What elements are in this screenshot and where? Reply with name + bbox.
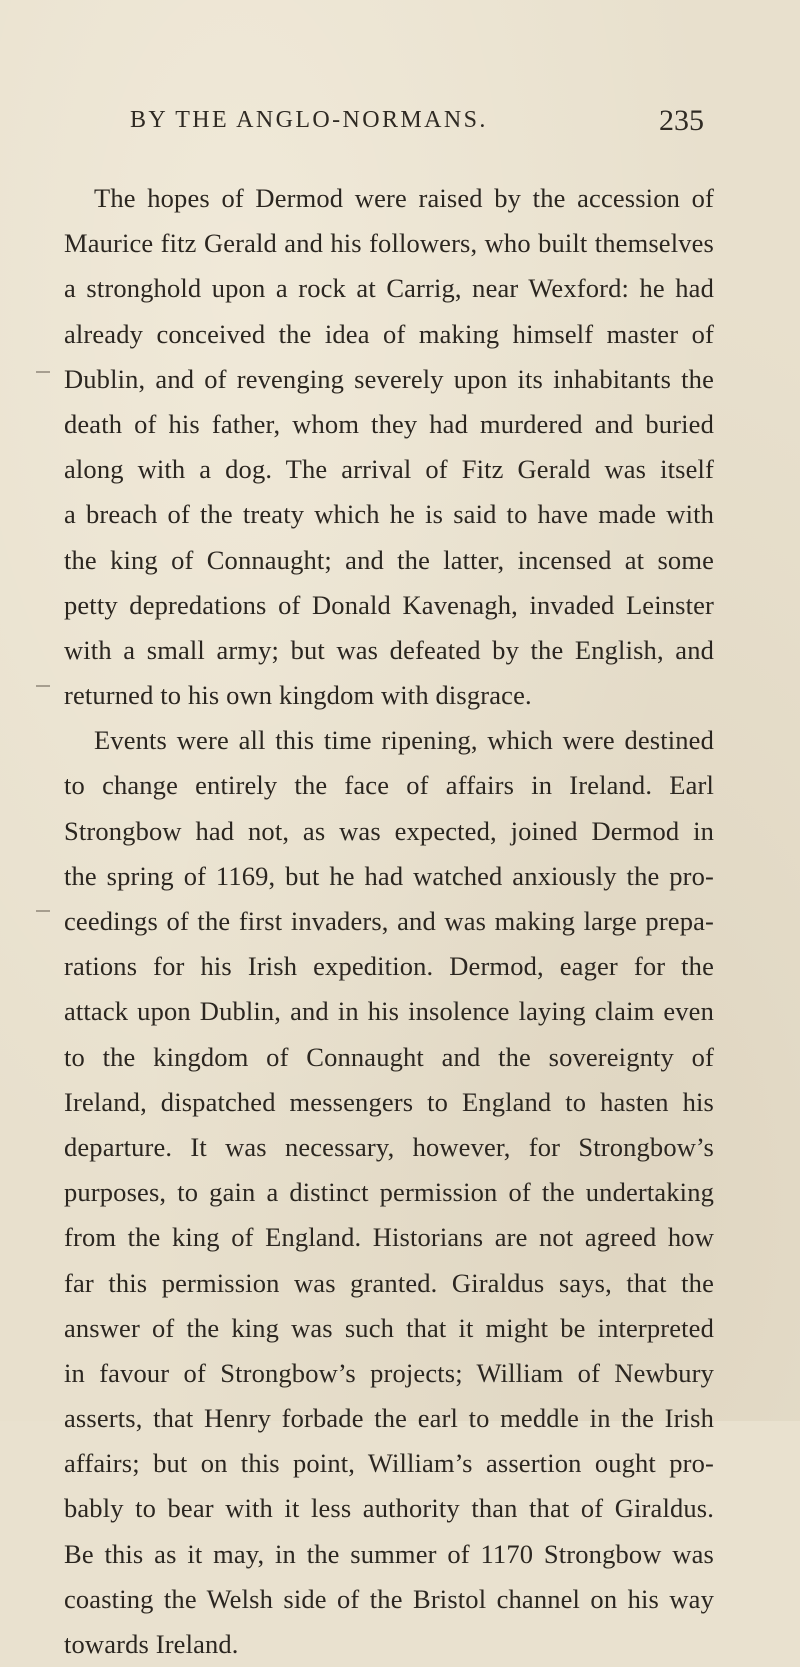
text-line: the king of Connaught; and the latter, incensed at some <box>64 544 714 575</box>
text-line: attack upon Dublin, and in his insolence laying claim even <box>64 996 714 1027</box>
text-line: petty depredations of Donald Kavenagh, invaded Leinster <box>64 589 714 620</box>
margin-mark <box>36 371 50 373</box>
text-line: Strongbow had not, as was expected, joined Dermod in <box>64 815 714 846</box>
text-line: coasting the Welsh side of the Bristol channel on his way <box>64 1583 714 1614</box>
text-line: departure. It was necessary, however, for Strongbow’s <box>64 1131 714 1162</box>
paragraph-1 <box>64 176 714 718</box>
text-line: Ireland, dispatched messengers to England to hasten his <box>64 1086 714 1117</box>
text-line: towards Ireland. <box>64 1629 239 1659</box>
text-line: a stronghold upon a rock at Carrig, near Wexford: he had <box>64 273 714 304</box>
running-head: BY THE ANGLO-NORMANS. <box>130 107 488 133</box>
text-line: along with a dog. The arrival of Fitz Gerald was itself <box>64 454 714 485</box>
text-line: The hopes of Dermod were raised by the accession of <box>94 183 714 213</box>
paragraph-2 <box>64 718 714 1667</box>
text-line: answer of the king was such that it might be interpreted <box>64 1312 714 1343</box>
text-line: with a small army; but was defeated by the English, and <box>64 634 714 665</box>
text-line: bably to bear with it less authority than that of Giraldus. <box>64 1493 714 1524</box>
text-line: Be this as it may, in the summer of 1170 Strongbow was <box>64 1538 714 1569</box>
text-line: Dublin, and of revenging severely upon its inhabitants the <box>64 363 714 394</box>
text-line: Events were all this time ripening, which were destined <box>94 725 714 756</box>
text-line: rations for his Irish expedition. Dermod, eager for the <box>64 951 714 982</box>
margin-mark <box>36 685 50 687</box>
text-line: the spring of 1169, but he had watched anxiously the pro- <box>64 860 714 891</box>
text-line: affairs; but on this point, William’s assertion ought pro- <box>64 1448 714 1479</box>
text-line: death of his father, whom they had murdered and buried <box>64 408 714 439</box>
margin-mark <box>36 910 50 912</box>
text-line: ceedings of the first invaders, and was making large prepa- <box>64 906 714 936</box>
page-header <box>130 104 704 143</box>
text-line: far this permission was granted. Giraldus says, that the <box>64 1267 714 1298</box>
text-line: from the king of England. Historians are not agreed how <box>64 1222 714 1253</box>
body-text <box>64 176 714 1667</box>
text-line: a breach of the treaty which he is said to have made with <box>64 499 714 530</box>
text-line: to the kingdom of Connaught and the sovereignty of <box>64 1041 714 1072</box>
text-line: asserts, that Henry forbade the earl to meddle in the Irish <box>64 1403 714 1434</box>
text-line: in favour of Strongbow’s projects; William of Newbury <box>64 1357 714 1388</box>
text-line: purposes, to gain a distinct permission of the undertaking <box>64 1177 714 1208</box>
text-line: already conceived the idea of making himself master of <box>64 318 714 349</box>
page-number: 235 <box>659 104 704 137</box>
text-line: to change entirely the face of affairs in Ireland. Earl <box>64 770 714 801</box>
text-line: Maurice fitz Gerald and his followers, who built themselves <box>64 228 714 259</box>
text-line: returned to his own kingdom with disgrace. <box>64 680 532 711</box>
